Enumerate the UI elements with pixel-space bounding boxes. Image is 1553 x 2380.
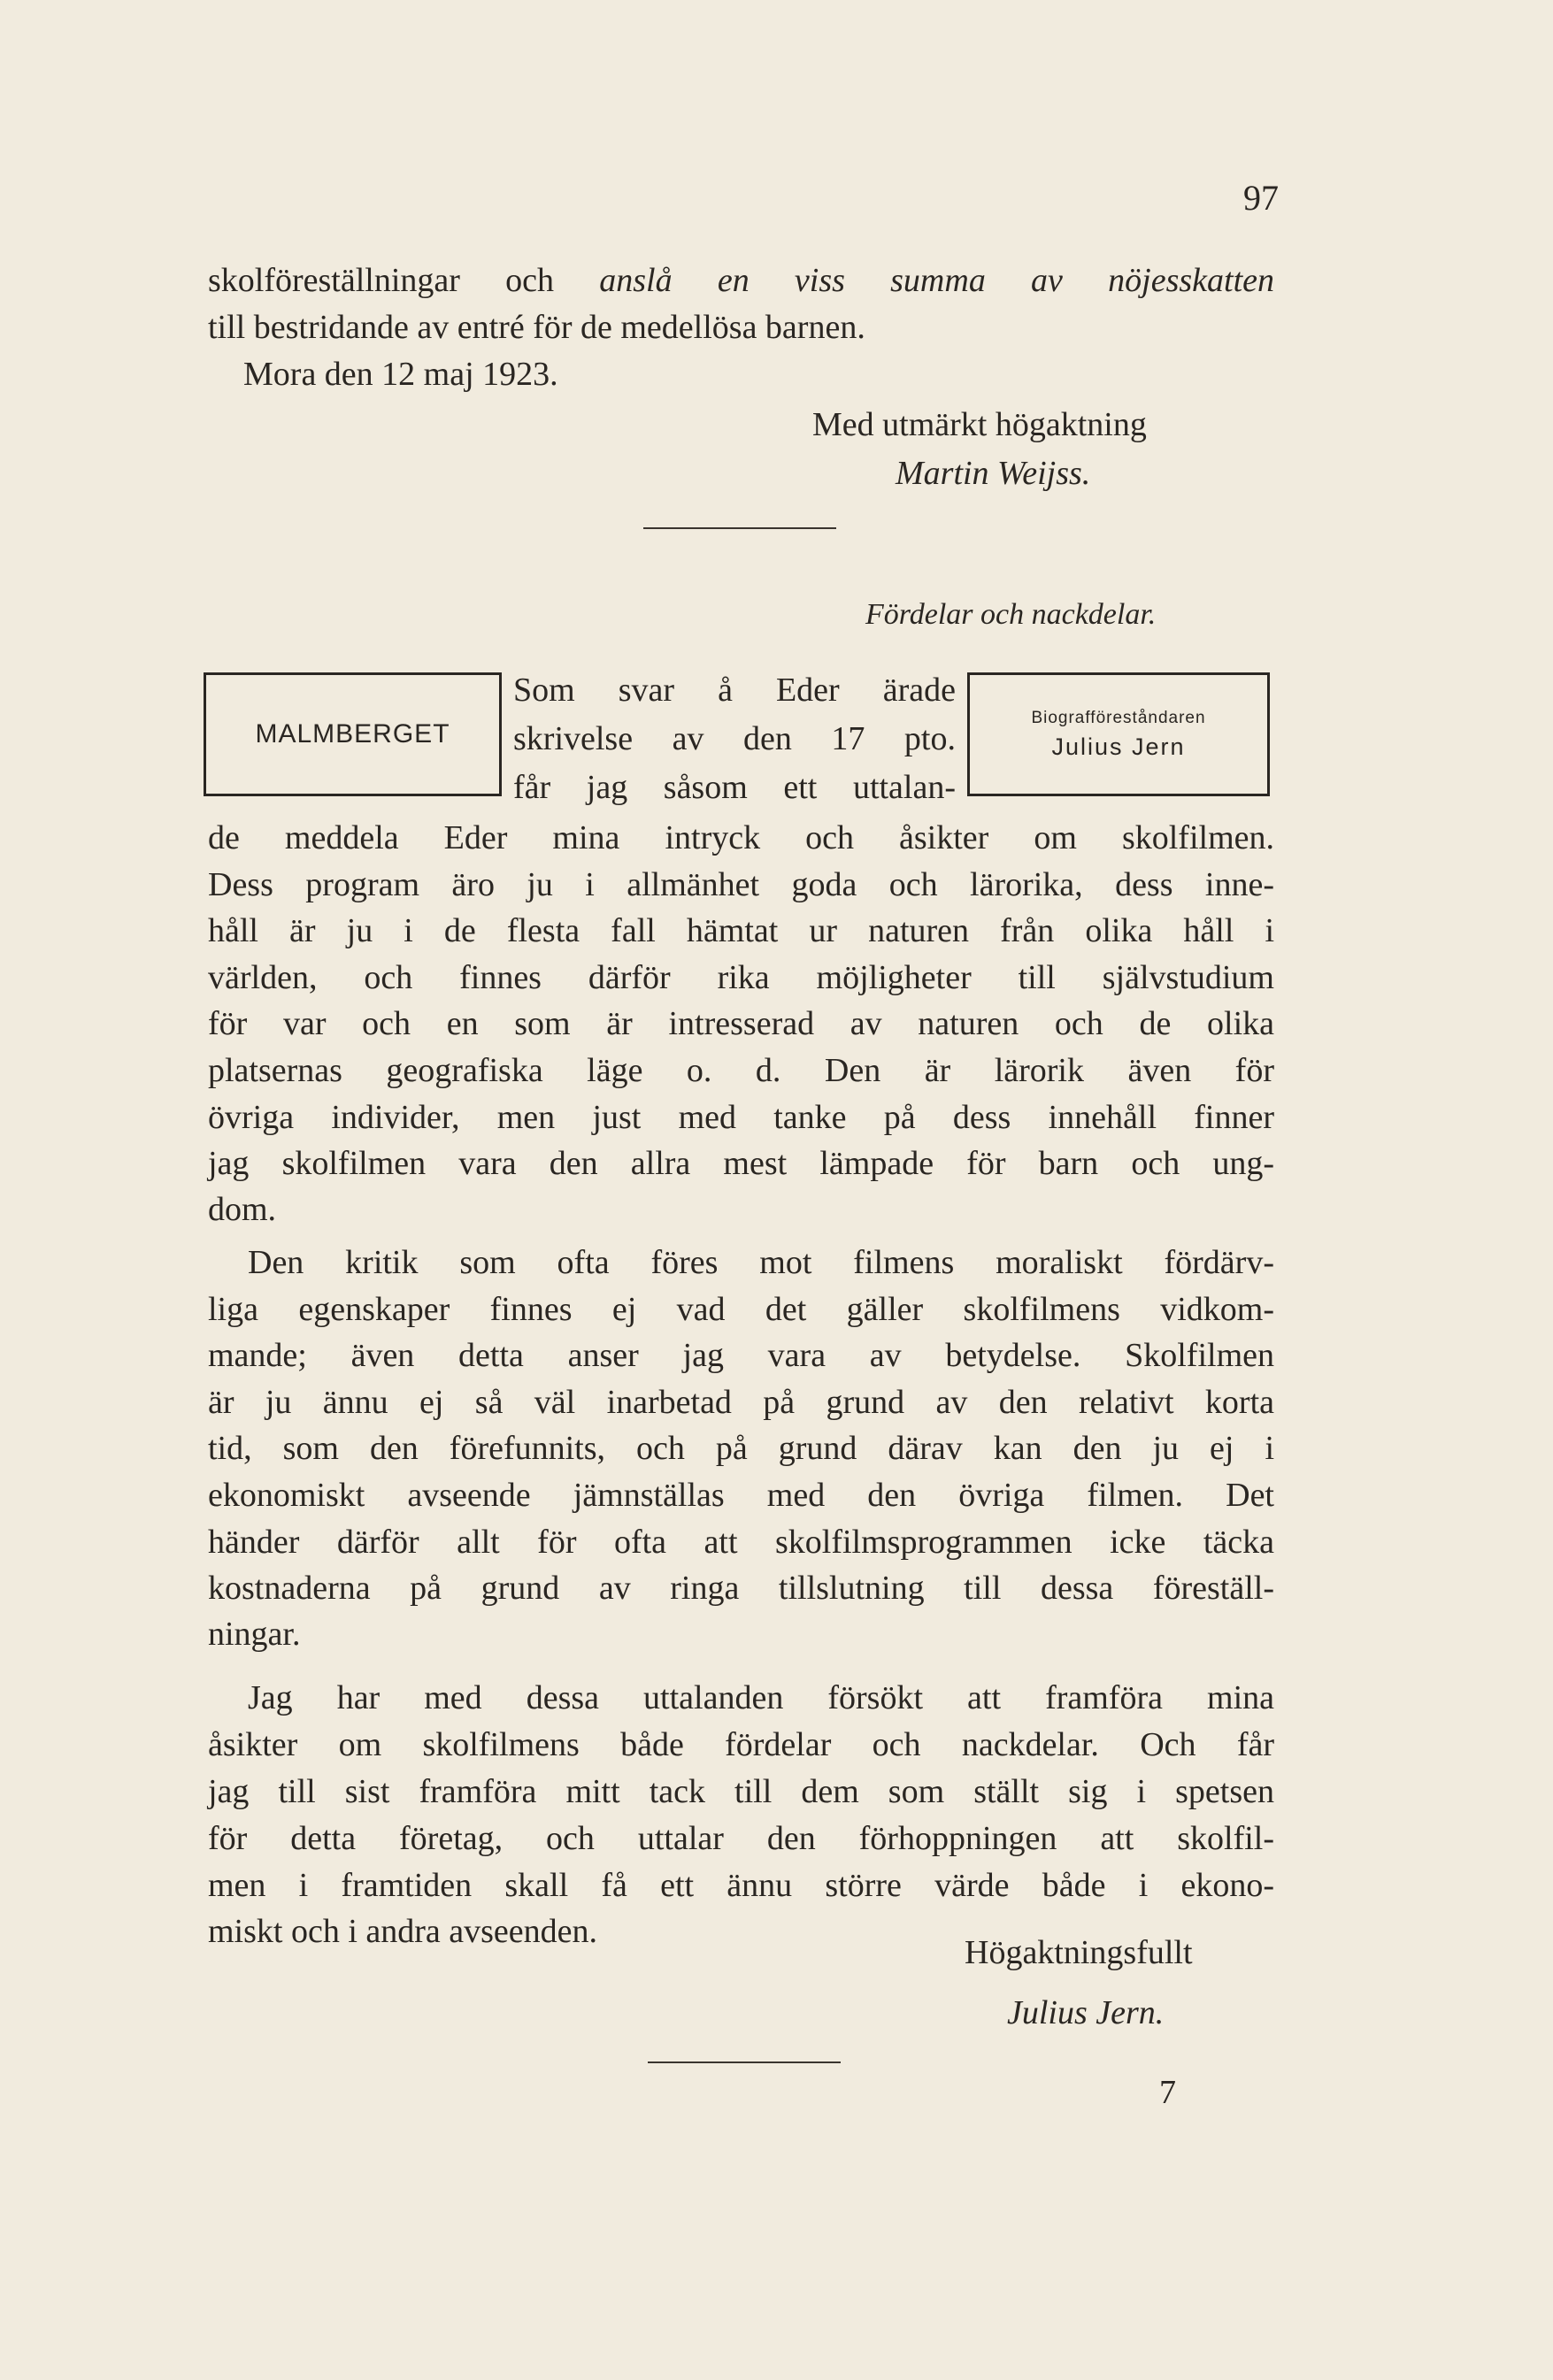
letter1-line1 — [208, 258, 1274, 303]
letter2-closing: Högaktningsfullt — [965, 1934, 1193, 1971]
recipient-box — [967, 672, 1270, 796]
letter1-line2: till bestridande av entré för de medellösa barnen. — [208, 309, 865, 346]
page-number: 97 — [1243, 178, 1279, 218]
letter1-line1-italic: anslå en viss summa av nöjesskatten — [599, 262, 1274, 299]
body-line: platsernas geografiska läge o. d. Den är lärorik även för — [208, 1052, 1274, 1089]
recipient-box-name: Julius Jern — [1051, 733, 1186, 760]
body-line: är ju ännu ej så väl inarbetad på grund av den relativt korta — [208, 1384, 1274, 1421]
body-line: jag skolfilmen vara den allra mest lämpade för barn och ung- — [208, 1145, 1274, 1182]
body-line: jag till sist framföra mitt tack till dem som ställt sig i spetsen — [208, 1773, 1274, 1810]
wrap-line-1: Som svar å Eder ärade — [513, 672, 956, 709]
wrap-line-2: skrivelse av den 17 pto. — [513, 720, 956, 757]
body-line: för detta företag, och uttalar den förhoppningen att skolfil- — [208, 1820, 1274, 1857]
wrap-line-3: får jag såsom ett uttalan- — [513, 769, 956, 806]
sender-box — [204, 672, 502, 796]
body-line: Den kritik som ofta föres mot filmens moraliskt fördärv- — [248, 1244, 1274, 1281]
body-line: åsikter om skolfilmens både fördelar och nackdelar. Och får — [208, 1726, 1274, 1763]
letter1-line1-start: skolföreställningar och — [208, 262, 600, 299]
body-line: ningar. — [208, 1616, 301, 1653]
body-line: liga egenskaper finnes ej vad det gäller skolfilmens vidkom- — [208, 1291, 1274, 1328]
body-line: världen, och finnes därför rika möjligheter till självstudium — [208, 959, 1274, 996]
body-line: Jag har med dessa uttalanden försökt att framföra mina — [248, 1679, 1274, 1716]
letter1-closing: Med utmärkt högaktning — [812, 406, 1147, 443]
body-line: Dess program äro ju i allmänhet goda och lärorika, dess inne- — [208, 866, 1274, 903]
body-line: händer därför allt för ofta att skolfilmsprogrammen icke täcka — [208, 1524, 1274, 1561]
body-line: mande; även detta anser jag vara av betydelse. Skolfilmen — [208, 1337, 1274, 1374]
letter1-place-date: Mora den 12 maj 1923. — [243, 356, 558, 393]
body-line: miskt och i andra avseenden. — [208, 1913, 598, 1950]
body-line: övriga individer, men just med tanke på dess innehåll finner — [208, 1099, 1274, 1136]
body-line: håll är ju i de flesta fall hämtat ur naturen från olika håll i — [208, 912, 1274, 949]
body-line: för var och en som är intresserad av naturen och de olika — [208, 1005, 1274, 1042]
letter2-heading: Fördelar och nackdelar. — [865, 598, 1157, 631]
sender-box-label: MALMBERGET — [255, 719, 450, 749]
body-line: de meddela Eder mina intryck och åsikter om skolfilmen. — [208, 819, 1274, 856]
body-line: kostnaderna på grund av ringa tillslutning till dessa föreställ- — [208, 1570, 1274, 1607]
footer-divider — [648, 2061, 841, 2063]
letter1-signature: Martin Weijss. — [896, 455, 1091, 492]
body-line: men i framtiden skall få ett ännu större värde både i ekono- — [208, 1867, 1274, 1904]
letter2-signature: Julius Jern. — [1007, 1994, 1165, 2031]
footer-number: 7 — [1159, 2074, 1176, 2111]
body-line: ekonomiskt avseende jämnställas med den övriga filmen. Det — [208, 1477, 1274, 1514]
section-divider — [643, 527, 836, 529]
recipient-box-title: Biografföreståndaren — [1031, 708, 1206, 727]
body-line: dom. — [208, 1191, 277, 1228]
body-line: tid, som den förefunnits, och på grund därav kan den ju ej i — [208, 1430, 1274, 1467]
